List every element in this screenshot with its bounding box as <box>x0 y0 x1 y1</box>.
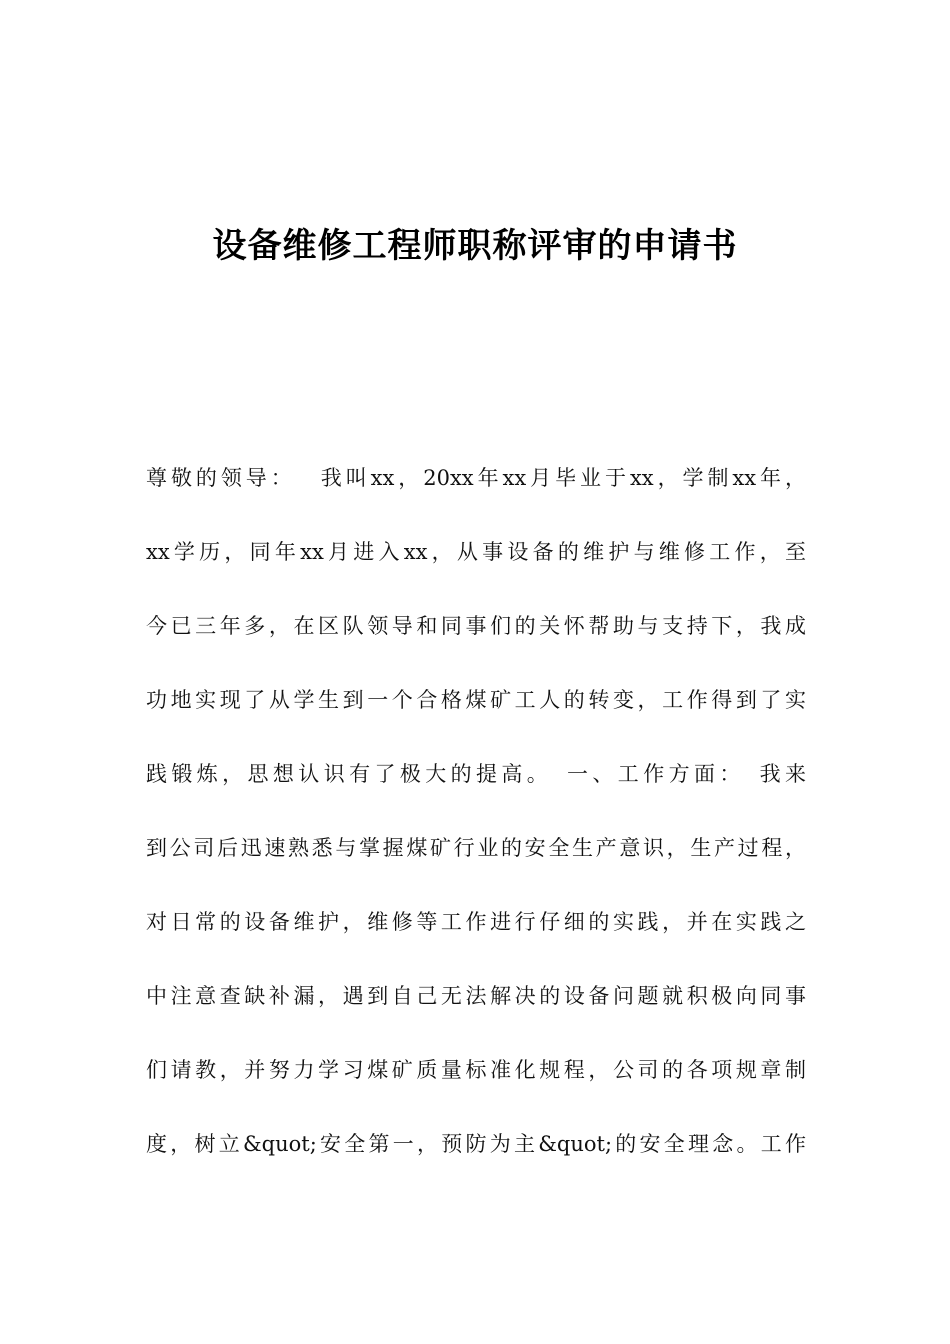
body-line: 今已三年多，在区队领导和同事们的关怀帮助与支持下，我成 <box>146 614 806 638</box>
document-body <box>146 458 806 1198</box>
body-line: xx学历，同年xx月进入xx，从事设备的维护与维修工作，至 <box>146 540 806 564</box>
document-title: 设备维修工程师职称评审的申请书 <box>212 226 738 266</box>
body-line: 尊敬的领导： 我叫xx，20xx年xx月毕业于xx，学制xx年， <box>146 466 806 490</box>
body-line: 度，树立&quot;安全第一，预防为主&quot;的安全理念。工作 <box>146 1132 806 1156</box>
body-line: 们请教，并努力学习煤矿质量标准化规程，公司的各项规章制 <box>146 1058 806 1082</box>
body-line: 践锻炼，思想认识有了极大的提高。 一、工作方面： 我来 <box>146 762 806 786</box>
body-line: 中注意查缺补漏，遇到自己无法解决的设备问题就积极向同事 <box>146 984 806 1008</box>
body-line: 功地实现了从学生到一个合格煤矿工人的转变，工作得到了实 <box>146 688 806 712</box>
body-line: 对日常的设备维护，维修等工作进行仔细的实践，并在实践之 <box>146 910 806 934</box>
body-line: 到公司后迅速熟悉与掌握煤矿行业的安全生产意识，生产过程， <box>146 836 806 860</box>
